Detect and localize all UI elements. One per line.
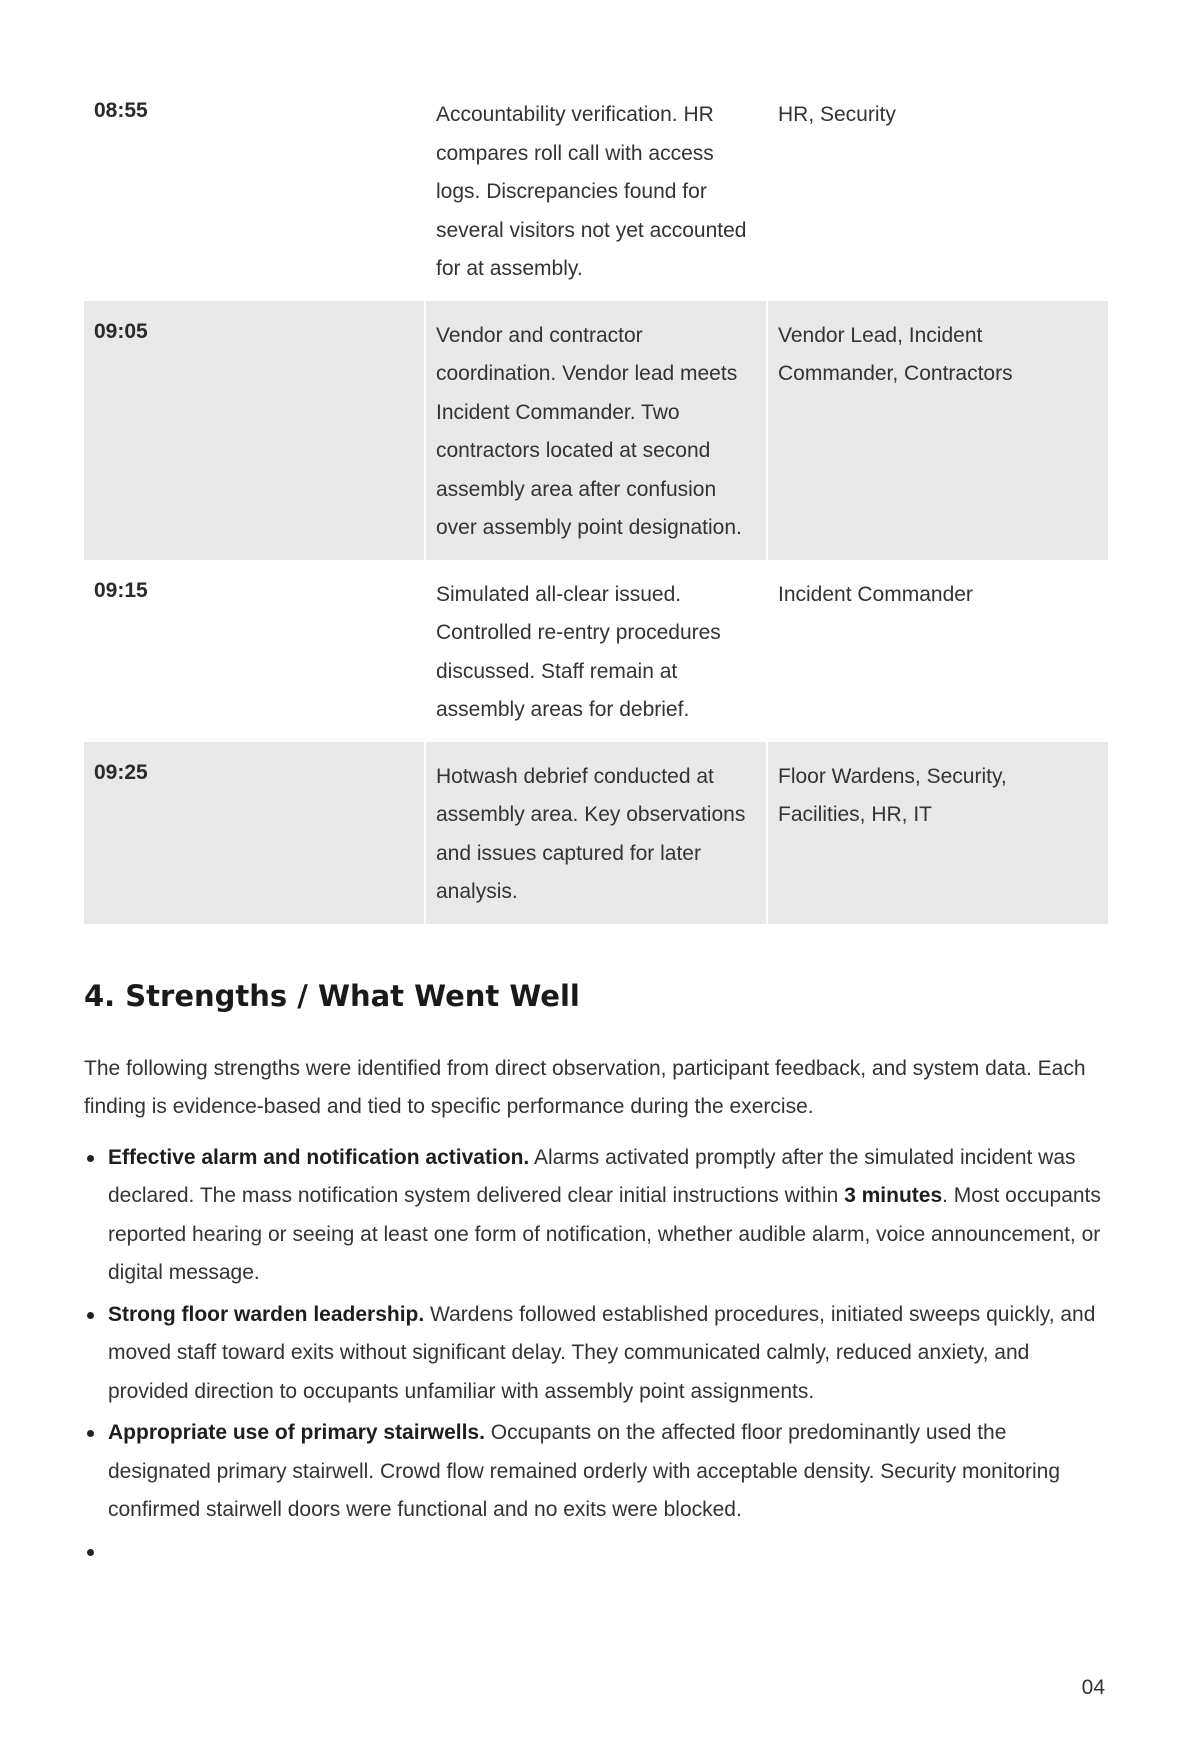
document-page xyxy=(84,80,1108,1574)
list-item xyxy=(108,1296,1108,1412)
finding-title: Appropriate use of primary stairwells. xyxy=(108,1421,485,1444)
participants-cell: Vendor Lead, Incident Commander, Contractors xyxy=(766,301,1108,560)
page-number: 04 xyxy=(1081,1676,1105,1699)
finding-text: Alarms activated promptly after the simulated incident was declared. The mass notification system delivered clear initial instructions within xyxy=(108,1145,1076,1207)
section-heading: 4. Strengths / What Went Well xyxy=(84,978,580,1013)
time-cell: 09:05 xyxy=(84,301,424,560)
list-item xyxy=(108,1139,1108,1293)
section-intro: The following strengths were identified from direct observation, participant feedback, and system data. Each finding is evidence-based and tied to specific performance during the exercise. xyxy=(84,1056,1086,1118)
time-cell: 09:25 xyxy=(84,742,424,924)
participants-cell: Incident Commander xyxy=(766,560,1108,742)
finding-emphasis: 3 minutes xyxy=(844,1184,943,1207)
description-cell: Hotwash debrief conducted at assembly area. Key observations and issues captured for later analysis. xyxy=(424,742,766,924)
table-row xyxy=(84,80,1108,301)
finding-title: Strong floor warden leadership. xyxy=(108,1302,425,1326)
finding-text: Occupants on the affected floor predominantly used the designated primary stairwell. Crowd flow remained orderly with acceptable density. Security monitoring confirmed stairwell doors were functional and no exits were blocked. xyxy=(108,1421,1061,1521)
table-row xyxy=(84,742,1108,924)
time-cell: 08:55 xyxy=(94,99,148,122)
timeline-table xyxy=(84,80,1108,924)
finding-text: . Most occupants reported hearing or seeing at least one form of notification, whether audible alarm, voice announcement, or digital message. xyxy=(108,1184,1101,1284)
participants-cell: HR, Security xyxy=(766,80,1108,301)
finding-text: Wardens followed established procedures, initiated sweeps quickly, and moved staff toward exits without significant delay. They communicated calmly, reduced anxiety, and provided direction to occupants unfamiliar with assembly point assignments. xyxy=(108,1302,1096,1403)
list-item xyxy=(108,1533,1108,1571)
time-cell: 09:15 xyxy=(94,578,148,602)
description-cell: Simulated all-clear issued. Controlled re-entry procedures discussed. Staff remain at assembly areas for debrief. xyxy=(424,560,766,742)
table-row xyxy=(84,301,1108,560)
description-cell: Accountability verification. HR compares roll call with access logs. Discrepancies found for several visitors not yet accounted for at assembly. xyxy=(424,80,766,301)
finding-title: Effective alarm and notification activation. xyxy=(108,1145,530,1169)
table-row xyxy=(84,560,1108,742)
list-item xyxy=(108,1414,1108,1530)
description-cell: Vendor and contractor coordination. Vendor lead meets Incident Commander. Two contractors located at second assembly area after confusion over assembly point designation. xyxy=(424,301,766,560)
strengths-list xyxy=(84,1139,1108,1571)
participants-cell: Floor Wardens, Security, Facilities, HR, IT xyxy=(766,742,1108,924)
